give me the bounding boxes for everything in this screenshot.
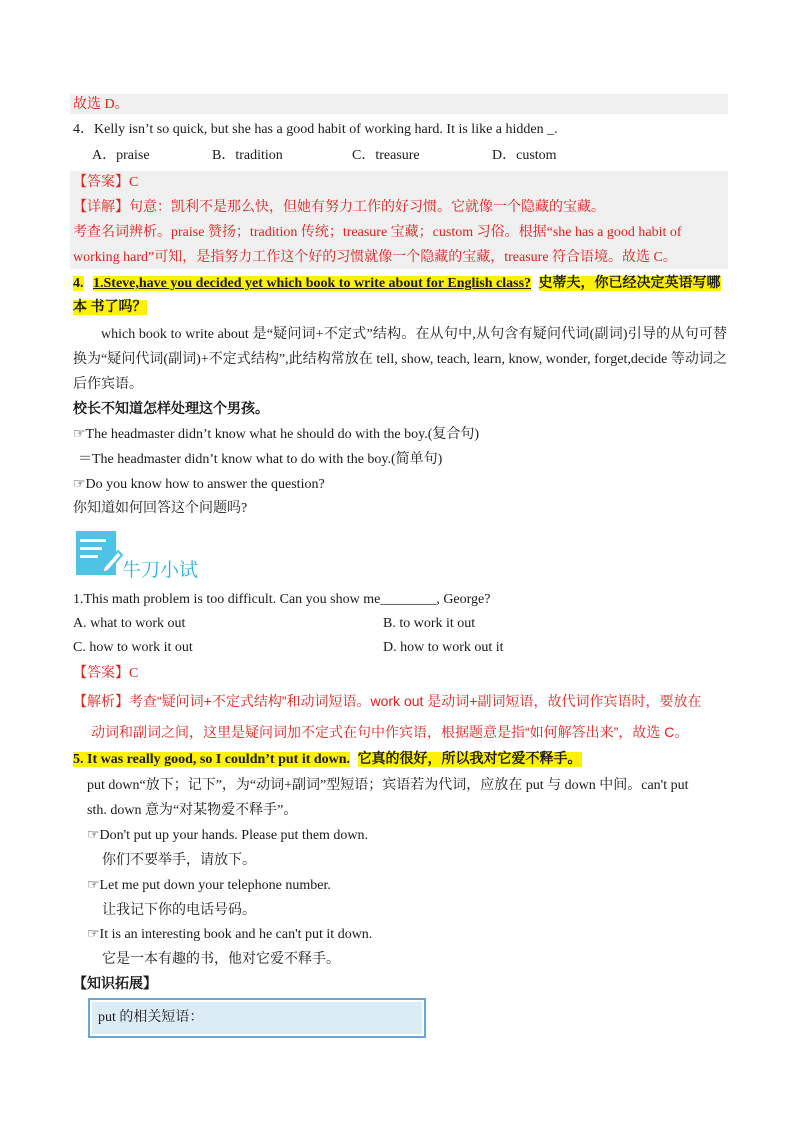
option-c: C．treasure (352, 148, 420, 163)
q4-detail-line-3: working hard”可知，是指努力工作这个好的习惯就像一个隐藏的宝藏，treasure 符合语境。故选 C。 (73, 250, 677, 265)
q4-detail-line-1: 【详解】句意：凯利不是那么快，但她有努力工作的好习惯。它就像一个隐藏的宝藏。 (73, 200, 605, 215)
q4-answer: 【答案】C (73, 175, 139, 190)
trial-question-stem: 1.This math problem is too difficult. Can you show me________, George? (73, 592, 491, 607)
point-5-example-3: ☞It is an interesting book and he can't put it down. (87, 927, 373, 942)
trial-option-c: C. how to work it out (73, 640, 193, 655)
example-line-3: ☞Do you know how to answer the question? (73, 477, 325, 492)
trial-analysis-line-2: 动词和副词之间，这里是疑问词加不定式在句中作宾语，根据题意是指“如何解答出来”，故选 C。 (91, 724, 689, 740)
trial-answer: 【答案】C (73, 666, 139, 681)
point-4-number: 4. (73, 276, 84, 291)
trial-analysis-line-1: 【解析】考查“疑问词+不定式结构”和动词短语。work out 是动词+副词短语，故代词作宾语时，要放在 (73, 693, 702, 709)
point-5-example-1-cn: 你们不要举手，请放下。 (102, 853, 256, 868)
point-5-title-en: 5. It was really good, so I couldn’t put it down. (73, 752, 351, 767)
notebook-pencil-icon (74, 527, 124, 579)
example-line-3-translation: 你知道如何回答这个问题吗? (73, 501, 248, 516)
point-5-explain-1: put down“放下；记下”，为“动词+副词”型短语；宾语若为代词，应放在 put 与 down 中间。can't put (87, 778, 689, 793)
trial-option-b: B. to work it out (383, 616, 476, 631)
point-4-translation-1: 史蒂夫，你已经决定英语写哪 (538, 276, 721, 291)
point-5-title-cn: 它真的很好，所以我对它爱不释手。 (357, 752, 582, 767)
q4-detail-line-2: 考查名词辨析。praise 赞扬；tradition 传统；treasure 宝藏；custom 习俗。根据“she has a good habit of (73, 225, 682, 240)
option-b: B．tradition (212, 148, 283, 163)
point-5-example-2-cn: 让我记下你的电话号码。 (102, 903, 256, 918)
put-phrases-box (88, 998, 426, 1038)
example-line-2: ＝The headmaster didn’t know what to do with the boy.(简单句) (78, 452, 443, 467)
trial-option-d: D. how to work out it (383, 640, 504, 655)
point-4-explanation: which book to write about 是“疑问词+不定式”结构。在从句中,从句含有疑问代词(副词)引导的从句可替换为“疑问代词(副词)+不定式结构”,此结构常放在 tell, show, teach, learn, know, wonder, forget,decide 等动词之后作宾语。 (73, 327, 727, 392)
knowledge-extension-label: 【知识拓展】 (73, 977, 157, 992)
point-5-heading (73, 751, 582, 769)
option-a: A．praise (92, 148, 150, 163)
example-line-1: ☞The headmaster didn’t know what he should do with the boy.(复合句) (73, 427, 480, 442)
put-phrases-label: put 的相关短语： (98, 1010, 204, 1025)
shaded-block (70, 94, 728, 114)
point-5-example-2: ☞Let me put down your telephone number. (87, 878, 331, 893)
point-4-sentence: 1.Steve,have you decided yet which book to write about for English class? (93, 276, 532, 291)
trial-heading: 牛刀小试 (122, 560, 199, 581)
q3-conclusion: 故选 D。 (73, 97, 129, 112)
example-cn-heading: 校长不知道怎样处理这个男孩。 (73, 402, 269, 417)
point-4-translation-2: 本 书了吗？ (73, 300, 147, 315)
point-5-explain-2: sth. down 意为“对某物爱不释手”。 (87, 803, 298, 818)
trial-option-a: A. what to work out (73, 616, 186, 631)
question-4-stem: 4．Kelly isn’t so quick, but she has a good habit of working hard. It is like a hidden _. (73, 122, 558, 137)
point-5-example-1: ☞Don't put up your hands. Please put them down. (87, 828, 369, 843)
point-5-example-3-cn: 它是一本有趣的书，他对它爱不释手。 (102, 952, 340, 967)
point-4-heading (73, 275, 721, 293)
point-4-heading-line-2 (73, 299, 147, 317)
option-d: D．custom (492, 148, 557, 163)
